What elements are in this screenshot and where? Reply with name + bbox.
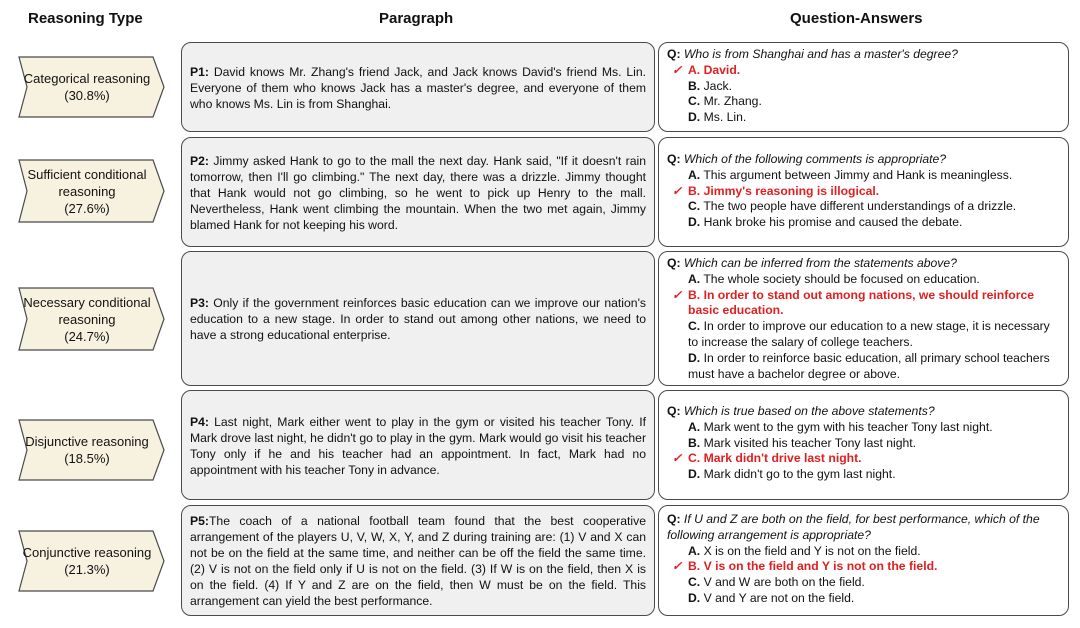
check-mark-icon: ✓ [672,451,683,466]
reasoning-type-percent: (21.3%) [64,562,110,577]
paragraph-box-p2 [181,137,655,247]
question-text: Which is true based on the above statements? [680,404,935,418]
answer-option-a-correct: ✓ A. David. [672,62,741,77]
paragraph-box-p3 [181,251,655,386]
check-mark-icon: ✓ [672,287,683,302]
question-prefix: Q: [667,404,681,418]
paragraph-text: Only if the government reinforces basic education can we improve our nation's education to a new stage. In order to stand out among other nations, we need to have a strong educational enterprise. [190,296,646,342]
reasoning-type-name: Sufficient conditional [27,166,147,182]
question-text: If U and Z are both on the field, for best performance, which of the following arrangement is appropriate? [667,512,1040,542]
reasoning-type-name: Categorical reasoning [23,71,151,86]
reasoning-type-label-necessary [13,287,165,351]
answer-option-b-correct: ✓ B. In order to stand out among nations, we should reinforce basic education. [672,287,1035,318]
check-mark-icon: ✓ [672,559,683,574]
qa-box-3 [658,251,1069,386]
answer-option-d: D. Hank broke his promise and caused the debate. [688,215,963,230]
reasoning-type-name: Disjunctive reasoning [25,434,149,449]
answer-option-d: D. Ms. Lin. [688,110,747,125]
reasoning-type-label-categorical [13,56,165,118]
qa-box-4 [658,390,1069,500]
answer-option-c-correct: ✓ C. Mark didn't drive last night. [672,451,862,466]
paragraph-box-p4 [181,390,655,500]
reasoning-type-name-line2: reasoning [58,183,116,199]
reasoning-type-label-conjunctive [13,530,165,592]
reasoning-type-name-line2: reasoning [58,311,116,327]
header-paragraph: Paragraph [379,10,454,27]
paragraph-id: P4: [190,414,209,429]
answer-option-b: B. Mark visited his teacher Tony last night. [688,435,917,450]
qa-box-1 [658,42,1069,132]
answer-option-c: C. In order to improve our education to a new stage, it is necessary to increase the salary of college teachers. [688,319,1050,349]
reasoning-type-name: Conjunctive reasoning [22,545,152,560]
answer-option-a: A. This argument between Jimmy and Hank is meaningless. [688,167,1013,182]
reasoning-type-name: Necessary conditional [23,294,151,310]
paragraph-text: David knows Mr. Zhang's friend Jack, and Jack knows David's friend Ms. Lin. Everyone of them who knows Jack has a master's degree, and everyone of them who knows Ms. Lin is from Shanghai. [190,64,646,111]
paragraph-id: P5: [190,514,209,528]
paragraph-id: P2: [190,153,209,168]
answer-option-a: A. The whole society should be focused on education. [688,271,980,286]
answer-option-d: D. In order to reinforce basic education, all primary school teachers must have a bachelor degree or above. [688,350,1050,381]
paragraph-id: P1: [190,64,209,79]
question-prefix: Q: [667,256,681,270]
paragraph-id: P3: [190,296,209,310]
question-prefix: Q: [667,152,681,166]
paragraph-text: Jimmy asked Hank to go to the mall the next day. Hank said, "If it doesn't rain tomorrow, then I'll go climbing." The next day, there was a drizzle. Jimmy thought that Hank would not go climbing, so he went to pick up Henry to the mall. Nevertheless, Hank went climbing the mountain. When the two met again, Jimmy blamed Hank for not keeping his word. [190,153,646,232]
answer-option-b-correct: ✓ B. Jimmy's reasoning is illogical. [672,183,880,198]
paragraph-box-p1 [181,42,655,132]
qa-box-2 [658,137,1069,247]
answer-option-d: D. Mark didn't go to the gym last night. [688,467,896,482]
reasoning-type-percent: (27.6%) [64,200,110,216]
qa-box-5 [658,505,1069,616]
question-prefix: Q: [667,47,681,61]
answer-option-a: A. X is on the field and Y is not on the field. [688,543,921,558]
reasoning-type-label-disjunctive [13,419,165,481]
paragraph-text: Last night, Mark either went to play in the gym or visited his teacher Tony. If Mark drove last night, he didn't go to play in the gym. Mark would go visit his teacher Tony only if he and his teacher had an appointment. In fact, Mark had no appointment with his teacher Tony in advance. [190,414,646,477]
check-mark-icon: ✓ [672,62,683,77]
reasoning-type-label-sufficient [13,159,165,223]
answer-option-a: A. Mark went to the gym with his teacher Tony last night. [688,419,993,434]
check-mark-icon: ✓ [672,183,683,198]
reasoning-type-percent: (30.8%) [64,88,110,103]
reasoning-type-percent: (18.5%) [64,451,110,466]
header-question-answers: Question-Answers [790,10,923,27]
answer-option-b-correct: ✓ B. V is on the field and Y is not on the field. [672,559,938,574]
reasoning-type-percent: (24.7%) [64,328,110,344]
paragraph-box-p5 [181,505,655,616]
answer-option-b: B. Jack. [688,78,733,93]
answer-option-c: C. V and W are both on the field. [688,575,865,590]
answer-option-c: C. The two people have different understandings of a drizzle. [688,199,1017,214]
question-text: Which of the following comments is appropriate? [680,152,947,166]
question-text: Who is from Shanghai and has a master's degree? [680,47,958,61]
question-prefix: Q: [667,512,681,526]
header-reasoning-type: Reasoning Type [28,10,143,27]
paragraph-text: The coach of a national football team found that the best cooperative arrangement of the players U, V, W, X, Y, and Z during training are: (1) V and X can not be on the field at the same time, and neither can be off the field the same time. (2) V is not on the field only if U is not on the field. (3) If W is on the field, then X is on the field. (4) If Y and Z are on the field, then W must be on the field. This arrangement can yield the best performance. [190,514,646,608]
question-text: Which can be inferred from the statements above? [680,256,957,270]
answer-option-c: C. Mr. Zhang. [688,94,762,109]
answer-option-d: D. V and Y are not on the field. [688,590,855,605]
